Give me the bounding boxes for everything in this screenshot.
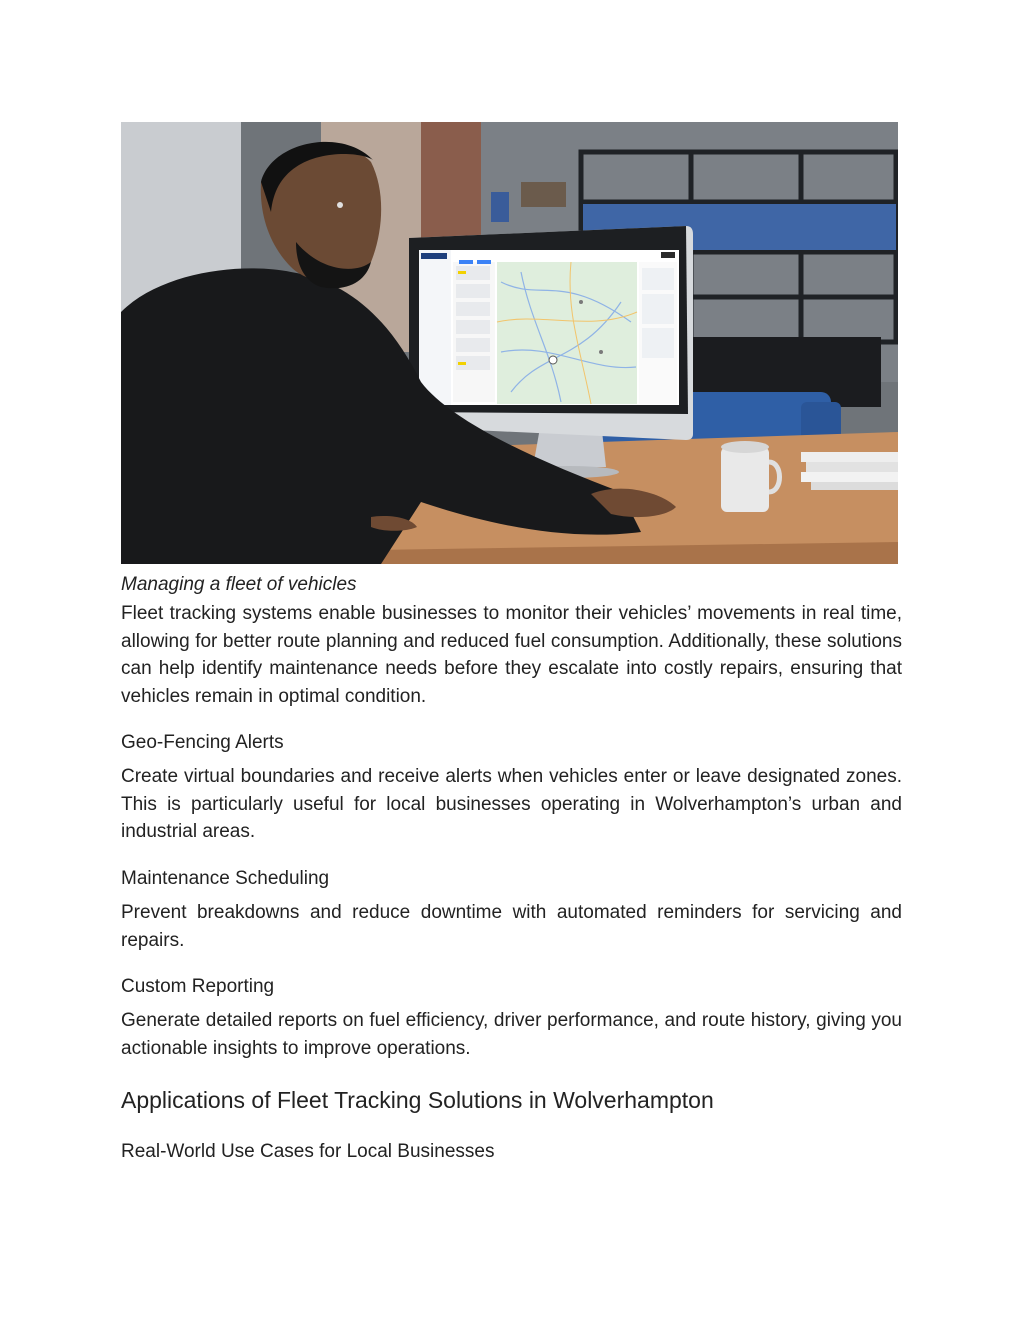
fleet-office-illustration (121, 122, 898, 564)
feature-text-geo-fencing: Create virtual boundaries and receive alerts when vehicles enter or leave designated zones. This is particularly useful for local businesses operating in Wolverhampton’s urban and industrial areas. (121, 766, 902, 843)
feature-title-maintenance: Maintenance Scheduling (121, 868, 330, 889)
feature-title-geo-fencing: Geo-Fencing Alerts (121, 732, 284, 753)
section-subheading: Real-World Use Cases for Local Businesses (121, 1141, 495, 1162)
intro-paragraph: Fleet tracking systems enable businesses to monitor their vehicles’ movements in real time, allowing for better route planning and reduced fuel consumption. Additionally, these solutions can help identify maintenance needs before they escalate into costly repairs, ensuring that vehicles remain in optimal condition. (121, 603, 902, 707)
section-heading: Applications of Fleet Tracking Solutions in Wolverhampton (121, 1087, 714, 1113)
figure-caption: Managing a fleet of vehicles (121, 574, 357, 595)
feature-text-reporting: Generate detailed reports on fuel efficiency, driver performance, and route history, giving you actionable insights to improve operations. (121, 1010, 902, 1059)
feature-text-maintenance: Prevent breakdowns and reduce downtime with automated reminders for servicing and repairs. (121, 902, 902, 951)
hero-photo (121, 122, 898, 564)
feature-title-reporting: Custom Reporting (121, 976, 275, 997)
